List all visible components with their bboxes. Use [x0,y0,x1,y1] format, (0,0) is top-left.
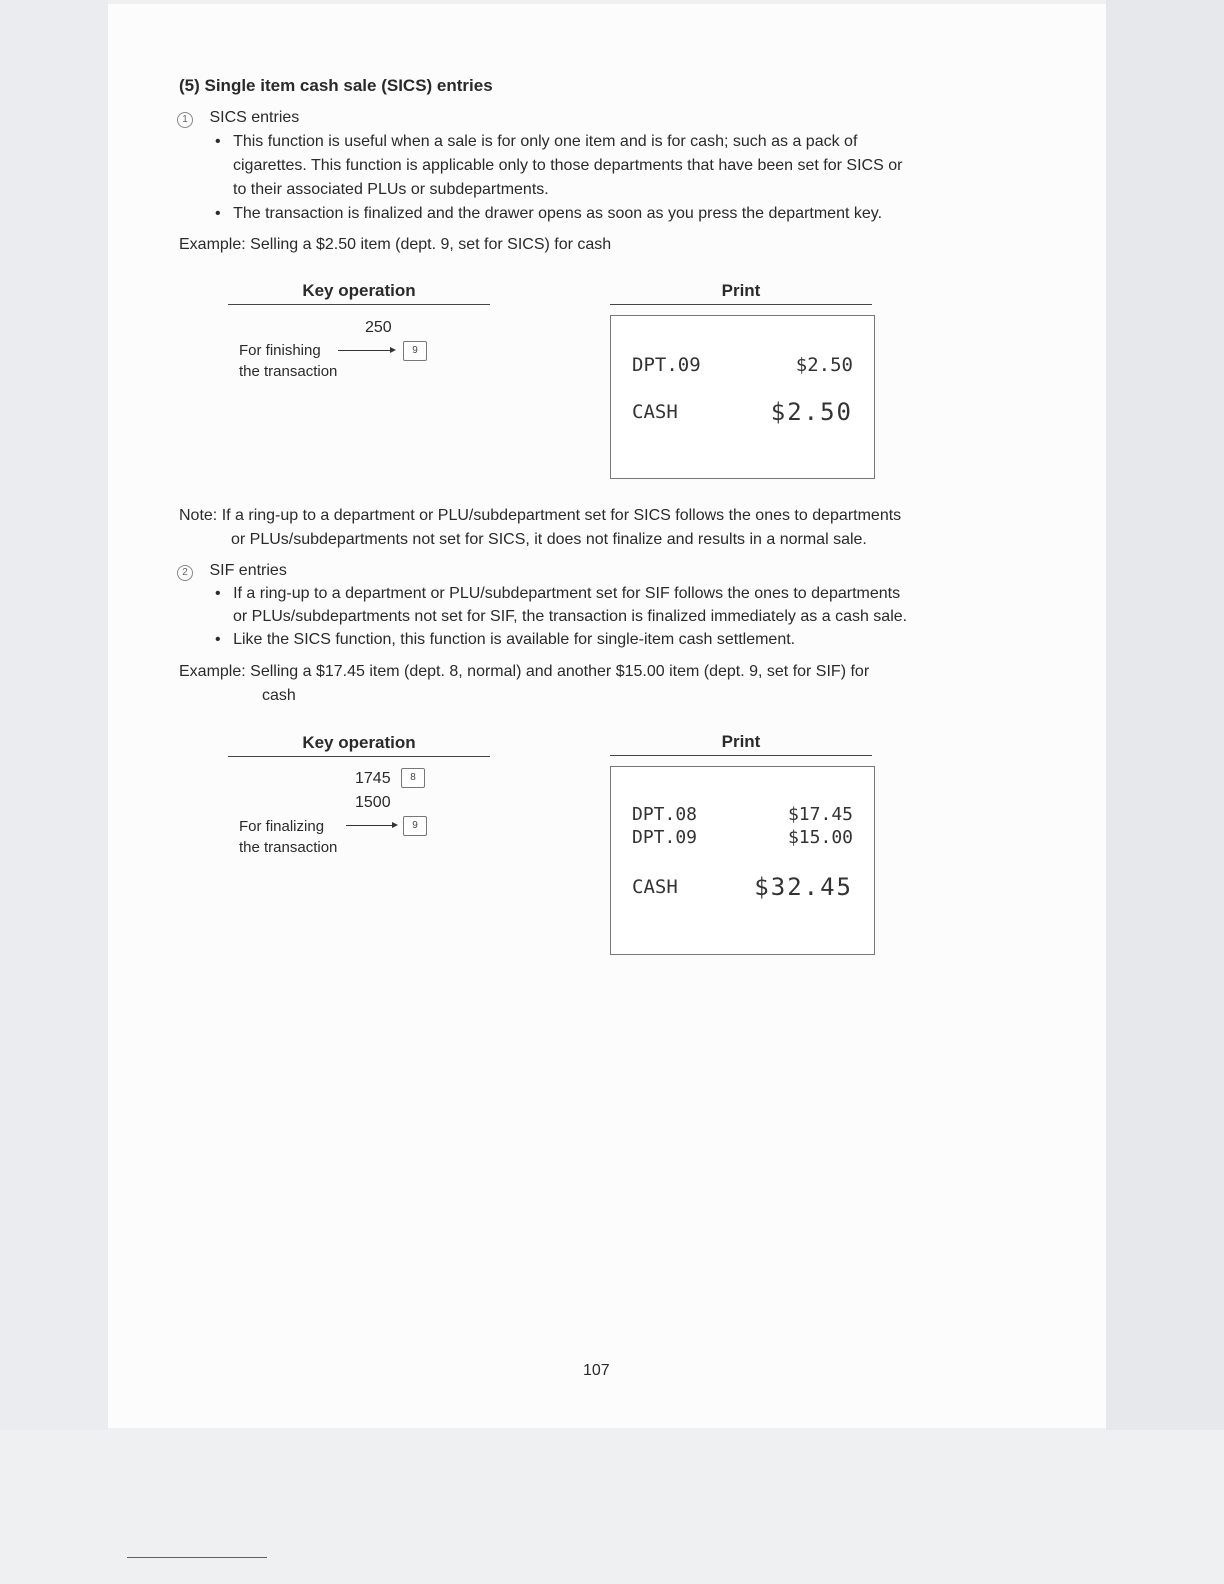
ex2-print-rule [610,755,872,756]
ex2-key-operation-heading: Key operation [302,733,416,752]
ex2-receipt-dept8-amount: $17.45 [787,804,853,825]
circled-number-2: 2 [177,565,193,581]
ex2-dept8-key: 8 [401,767,425,788]
ex2-key-rule [228,756,490,757]
ex1-receipt-dept: DPT.09 [632,354,701,376]
example-1-text: Example: Selling a $2.50 item (dept. 9, set for SICS) for cash [179,236,612,253]
bullet-icon: • [215,133,221,150]
ex1-receipt-cash-label: CASH [632,401,678,423]
ex1-receipt [610,315,875,479]
section-title: (5) Single item cash sale (SICS) entries [179,76,493,95]
ex1-arrow-line [338,350,390,351]
sub1-bullet-1-cont-1: cigarettes. This function is applicable only to those departments that have been set for SICS or [233,157,903,174]
ex1-amount: 250 [365,319,392,336]
ex2-receipt-dept8: DPT.08 [632,804,698,825]
ex1-key-rule [228,304,490,305]
circled-number-1: 1 [177,112,193,128]
ex2-amount-2: 1500 [355,794,391,811]
sub1-header [177,106,299,130]
ex1-arrow-icon [390,347,396,353]
sub1-bullet-2: • The transaction is finalized and the drawer opens as soon as you press the department key. [215,205,883,222]
ex2-receipt-dept9-amount: $15.00 [787,827,853,848]
sub2-bullet-1: • If a ring-up to a department or PLU/subdepartment set for SIF follows the ones to departments [215,585,901,602]
ex2-receipt-dept9: DPT.09 [632,827,698,848]
ex2-receipt-cash-amount: $32.45 [754,873,853,901]
sub2-bullet-2: • Like the SICS function, this function is available for single-item cash settlement. [215,631,796,648]
bullet-icon: • [215,585,221,602]
note-line-2: or PLUs/subdepartments not set for SICS, it does not finalize and results in a normal sale. [231,531,867,548]
ex2-dept9-key: 9 [403,815,427,836]
ex2-arrow-line [346,825,392,826]
footer-link-underline [127,1557,267,1558]
ex1-label: For finishing the transaction [239,342,338,380]
ex1-key-operation-heading: Key operation [302,281,416,300]
bullet-icon: • [215,631,221,648]
note-line-1: Note: If a ring-up to a department or PLU/subdepartment set for SICS follows the ones to departments [179,507,902,524]
ex1-receipt-cash-amount: $2.50 [770,398,853,426]
example-2-line-2: cash [262,687,296,704]
ex1-print-heading: Print [721,281,761,300]
sub1-bullet-1-cont-2: to their associated PLUs or subdepartments. [233,181,549,198]
scan-margin-right [1106,0,1224,1430]
bullet-icon: • [215,205,221,222]
ex2-amount-1: 1745 [355,770,391,787]
example-2-line-1: Example: Selling a $17.45 item (dept. 8, normal) and another $15.00 item (dept. 9, set for SIF) for [179,663,870,680]
ex1-print-rule [610,304,872,305]
ex1-dept9-key: 9 [403,340,427,361]
ex2-print-heading: Print [721,732,761,751]
sub2-bullet-1-cont: or PLUs/subdepartments not set for SIF, the transaction is finalized immediately as a cash sale. [233,608,908,625]
ex1-receipt-dept-amount: $2.50 [795,354,853,376]
sub2-header [177,559,287,583]
sub1-title: SICS entries [209,109,300,126]
sub1-bullet-1: • This function is useful when a sale is for only one item and is for cash; such as a pack of [215,133,858,150]
ex2-arrow-icon [392,822,398,828]
ex2-receipt-cash-label: CASH [632,876,678,898]
sub2-title: SIF entries [209,562,287,579]
ex2-label: For finalizing the transaction [239,818,338,856]
page-number: 107 [583,1362,610,1379]
ex2-receipt [610,766,875,955]
scan-margin-left [0,0,108,1430]
